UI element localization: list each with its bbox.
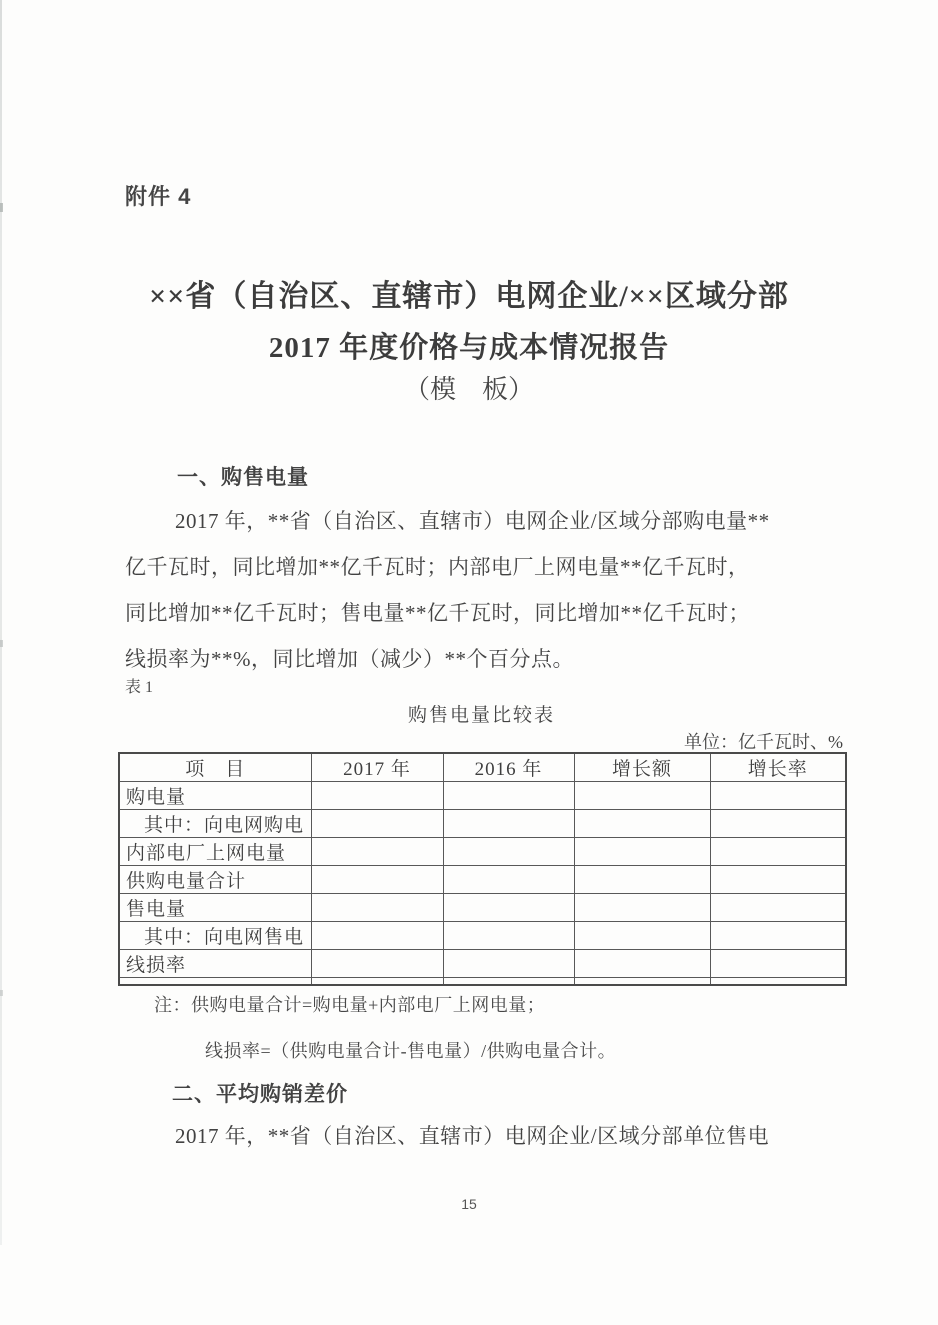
cell-empty [710, 810, 846, 838]
attachment-label: 附件 4 [125, 184, 192, 209]
row-label: 购电量 [119, 782, 311, 810]
comparison-table [118, 752, 847, 986]
table-1-label: 表 1 [125, 679, 154, 696]
cell-empty [443, 838, 574, 866]
cell-empty [710, 838, 846, 866]
cell-empty [710, 922, 846, 950]
table-row [119, 838, 846, 866]
document-title-template-label: （模 板） [403, 375, 534, 404]
cell-empty [574, 782, 710, 810]
cell-empty [311, 978, 443, 986]
paragraph-line: 亿千瓦时，同比增加**亿千瓦时；内部电厂上网电量**亿千瓦时， [125, 555, 750, 579]
cell-empty [710, 782, 846, 810]
paragraph-line: 2017 年，**省（自治区、直辖市）电网企业/区域分部购电量** [175, 509, 770, 533]
col-header-growth-amount: 增长额 [574, 753, 710, 782]
col-header-2016: 2016 年 [443, 753, 574, 782]
section-1-paragraph [125, 498, 853, 682]
cell-empty [311, 810, 443, 838]
table-row [119, 782, 846, 810]
row-label: 线损率 [119, 950, 311, 978]
page-number: 15 [461, 1196, 477, 1212]
table-1-unit: 单位：亿千瓦时、% [684, 732, 843, 752]
document-title-line2: 2017 年度价格与成本情况报告 [268, 332, 670, 364]
cell-empty [443, 978, 574, 986]
cell-empty [119, 978, 311, 986]
table-row [119, 922, 846, 950]
paragraph-line: 同比增加**亿千瓦时；售电量**亿千瓦时，同比增加**亿千瓦时； [125, 601, 750, 625]
row-label: 内部电厂上网电量 [119, 838, 311, 866]
paragraph-line: 线损率为**%，同比增加（减少）**个百分点。 [125, 647, 574, 671]
cell-empty [710, 866, 846, 894]
scan-artifact-mark [0, 640, 3, 647]
table-row [119, 950, 846, 978]
section-2-paragraph: 2017 年，**省（自治区、直辖市）电网企业/区域分部单位售电 [175, 1124, 770, 1148]
col-header-item: 项 目 [119, 753, 311, 782]
cell-empty [574, 978, 710, 986]
row-label: 售电量 [119, 894, 311, 922]
scan-artifact-left-edge [0, 0, 2, 1245]
cell-empty [443, 894, 574, 922]
cell-empty [710, 950, 846, 978]
cell-empty [311, 922, 443, 950]
cell-empty [710, 894, 846, 922]
table-note-2: 线损率=（供购电量合计-售电量）/供购电量合计。 [205, 1041, 617, 1061]
cell-empty [443, 782, 574, 810]
cell-empty [574, 950, 710, 978]
cell-empty [311, 838, 443, 866]
cell-empty [311, 894, 443, 922]
cell-empty [574, 838, 710, 866]
cell-empty [311, 866, 443, 894]
scan-artifact-mark [0, 990, 3, 996]
row-label: 其中：向电网购电 [119, 810, 311, 838]
cell-empty [574, 866, 710, 894]
row-label: 其中：向电网售电 [119, 922, 311, 950]
table-row [119, 894, 846, 922]
cell-empty [443, 950, 574, 978]
table-row [119, 810, 846, 838]
section-1-heading: 一、购售电量 [177, 466, 309, 489]
col-header-growth-rate: 增长率 [710, 753, 846, 782]
document-title-line1: ××省（自治区、直辖市）电网企业/××区域分部 [149, 280, 789, 313]
row-label: 供购电量合计 [119, 866, 311, 894]
cell-empty [710, 978, 846, 986]
table-row-spacer [119, 978, 846, 986]
cell-empty [443, 866, 574, 894]
cell-empty [574, 922, 710, 950]
cell-empty [574, 810, 710, 838]
table-note-1: 注：供购电量合计=购电量+内部电厂上网电量； [154, 995, 546, 1015]
cell-empty [443, 810, 574, 838]
table-row [119, 866, 846, 894]
table-header-row [119, 753, 846, 782]
col-header-2017: 2017 年 [311, 753, 443, 782]
cell-empty [311, 782, 443, 810]
table-1-title: 购售电量比较表 [407, 705, 555, 726]
section-2-heading: 二、平均购销差价 [172, 1083, 348, 1106]
scan-artifact-mark [0, 203, 3, 212]
cell-empty [443, 922, 574, 950]
cell-empty [574, 894, 710, 922]
cell-empty [311, 950, 443, 978]
